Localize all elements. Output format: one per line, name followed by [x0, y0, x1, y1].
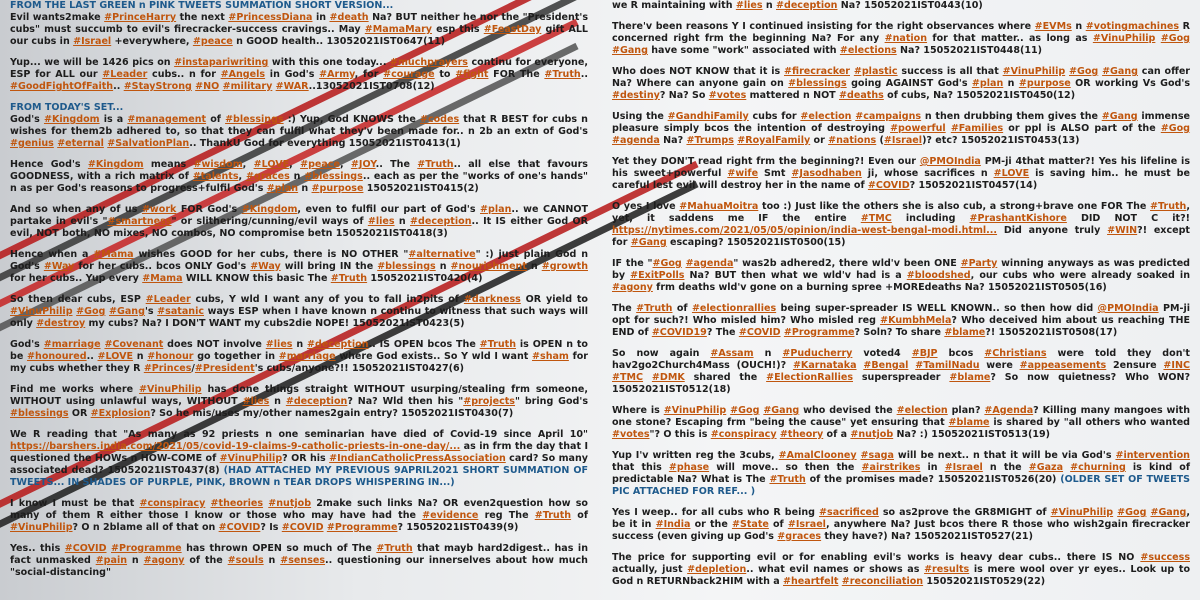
tweet-line: #Gog #Gang's #satanic ways ESP when I have known n continu to witness that such ways will only #destroy my	[10, 306, 589, 329]
tweet-paragraph	[612, 258, 1190, 294]
tweet-line: that on #COVID? Is #COVID #Programme? 15052021IST0439(9)	[176, 522, 519, 533]
tweet-line: #RoyalFamily or #nations (#Israel)? etc? 15052021IST0453(13)	[737, 135, 1080, 146]
tweet-line: #ElectionRallies superspreader #blame? So now quietness? Who WON? 15052021IST0512(18)	[612, 372, 1191, 395]
tweet-paragraph	[612, 66, 1190, 102]
tweet-line: them2b adhered to, so that they can fulfil what they'v been made for.. n 2b an extn of God's #genius #eternal	[10, 126, 588, 149]
tweet-link-line[interactable]: https://barshers.india.com/2021/05/covid-19-claims-9-catholic-priests-in-one-day/... as in frm the day that I	[10, 441, 588, 452]
tweet-paragraph	[10, 384, 588, 420]
tweet-line: PM-ji opt for such?! Who misled him? Who misled reg #KumbhMela? Who deceived him about us reaching THE END	[612, 303, 1190, 338]
tweet-paragraph	[10, 498, 588, 534]
tweet-line: progress+fulfil God's #plan n #purpose 15052021IST0415(2)	[150, 183, 479, 194]
tweet-line: associated dead? 15052021IST0437(8) (HAD ATTACHED MY PREVIOUS 9APRIL2021 SHORT SUMMATION OF	[10, 465, 588, 476]
tweet-line: concerned right frm the beginning Na? For any #nation for that matter.. as long as #VinuPhilip #Gog #Gang	[612, 33, 1190, 56]
tweet-line: #StayStrong #NO #military #WAR..13052021IST0708(12)	[123, 81, 435, 92]
tweet-line: We R reading that "As many as 92 priests n one seminarian have died of Covid-19 since April 10"	[10, 429, 588, 440]
tweet-line: And so when any of us #work FOR God's #Kingdom, even to fulfil our part of God's #plan.. we CANNOT partake in	[10, 204, 588, 227]
tweet-line: There'v been reasons Y I continued insisting for the right observances where #EVMs n #votingmachines R	[612, 21, 1190, 32]
tweet-paragraph	[10, 429, 588, 489]
tweet-line: rich matrix of #talents, #graces n #blessings.. each as per the "works of one's hands" n as per God's reasons to	[10, 171, 588, 194]
tweet-line: #honoured.. #LOVE n #honour go together in #marriage where God exists.. So Y wld I want #sham for my cubs	[10, 351, 589, 374]
tweet-paragraph	[612, 156, 1190, 192]
tweet-line: mixes, NO combos, NO compromise betn 15052021IST0418(3)	[113, 228, 448, 239]
right-column	[612, 0, 1190, 597]
tweet-line: O yes I love #MahuaMoitra too :) Just like the others she is also cub, a strong+brave one FOR The #Truth, yet, it	[612, 201, 1190, 224]
tweet-line: Find me works where #VinuPhilip has done things straight WITHOUT usurping/stealing frm someone, WITHOUT	[10, 384, 588, 407]
tweet-paragraph	[10, 339, 588, 375]
tweet-line: using unlawful ways, WITHOUT #lies n #deception? Na? Wld then his "#projects" bring God's #blessings OR	[10, 396, 588, 419]
tweet-line: saddens me IF the entire #TMC including #PrashantKishore DID NOT C it?!	[668, 213, 1190, 224]
section-heading-today: FROM TODAY'S SET...	[10, 102, 124, 113]
tweet-line: ALL our #Leader cubs.. n for #Angels in God's #Army, for #courage to #fight FOR The #Truth.. #GoodFightOfFaith..	[10, 69, 588, 92]
tweet-line: giving up God's #graces they have?) Na? 15052021IST0527(21)	[690, 531, 1033, 542]
tweet-paragraph	[10, 294, 588, 330]
tweet-paragraph	[612, 507, 1190, 543]
tweet-line: Where is #VinuPhilip #Gog #Gang who devised the #election plan? #Agenda? Killing many mangoes with one	[612, 405, 1191, 428]
tweet-line: with a #heartfelt #reconciliation 15052021IST0529(22)	[746, 576, 1046, 587]
tweet-line: God's #marriage #Covenant does NOT involve #lies n #deception.. IS OPEN bcos The #Truth is OPEN n to be	[10, 339, 588, 362]
tweet-line: The price for supporting evil or for enabling evil's works is heavy dear cubs.. there IS NO #success actually, just	[612, 552, 1190, 575]
tweet-line: #Gang escaping? 15052021IST0500(15)	[630, 237, 846, 248]
left-column	[10, 0, 588, 588]
tweet-line: #SalvationPlan.. ThankU God for everything 15052021IST0413(1)	[107, 138, 461, 149]
tweet-paragraph	[612, 348, 1190, 396]
tweet-line: #Explosion? So he mis/uses my/other names2gain entry? 15052021IST0430(7)	[90, 408, 514, 419]
tweet-line: #votes mattered n NOT #deaths of cubs, Na? 15052021IST0450(12)	[708, 90, 1076, 101]
tweet-line: is #conspiracy #theory of a #nutjob Na? :) 15052021IST0513(19)	[698, 429, 1050, 440]
tweet-paragraph	[10, 204, 588, 240]
tweet-paragraph	[10, 114, 588, 150]
tweet-line: PM-ji 4that matter?! Yes his lifeline is his sweet+powerful #wife Smt #Jasodhaben ji, whose sacrifices n #LOVE is	[612, 156, 1191, 179]
tweet-line: Evil wants2make #PrinceHarry the next #PrincessDiana in #death Na? BUT neither he nor the "President's cubs"	[10, 12, 588, 35]
tweet-line: unmasked #pain n #agony of the #souls n #senses.. questioning our innerselves about how much "social-distancing"	[10, 555, 588, 578]
tweet-line: Who does NOT KNOW that it is #firecracker #plastic success is all that #VinuPhilip #Gog #Gang can offer Na? Where	[612, 66, 1190, 89]
tweet-paragraph	[10, 159, 588, 195]
tweet-line: stone? Escaping frm "being the cause" yet ensuring that #blame is shared by "all others who wanted #votes"? O this	[612, 417, 1191, 440]
tweet-line: So now again #Assam n #Puducherry voted4 #BJP bcos #Christians were told they don't hav2go2Church4Mass	[612, 348, 1190, 371]
section-heading-last-set: FROM THE LAST GREEN n PINK TWEETS SUMMATION SHORT VERSION...	[10, 0, 394, 11]
tweet-line: I know I must be that #conspiracy #theories #nutjob 2make such links Na? OR even2question how so many of them	[10, 498, 588, 521]
tweet-line: (OUCH!)? #Karnataka #Bengal #TamilNadu were #appeasements 2ensure #INC #TMC #DMK shared the	[612, 360, 1190, 383]
tweet-paragraph	[612, 0, 1190, 12]
tweet-line: we R maintaining with #lies n #deception Na? 15052021IST0443(10)	[612, 0, 983, 11]
tweet-paragraph	[612, 552, 1190, 588]
tweet-line: Yup I'v written reg the 3cubs, #AmalClooney #saga will be next.. n that it will be via God's #intervention that this	[612, 450, 1190, 473]
tweet-paragraph	[612, 405, 1190, 441]
tweet-line: #depletion.. what evil names or shows as #results is mere wool over yr eyes.. Look up to God n RETURNback2HIM	[612, 564, 1190, 587]
tweet-line: #India or the #State of #Israel, anywhere Na? Just bcos there R those who wish2gain firecracker success (even	[612, 519, 1190, 542]
tweet-line: #Mama WILL KNOW this basic The #Truth 15052021IST0420(4)	[142, 273, 483, 284]
tweet-paragraph	[612, 201, 1190, 249]
tweet-paragraph	[10, 543, 588, 579]
tweet-line: simply bcos the intention of destroying #powerful #Families or ppl is ALSO part of the #Gog #agenda Na? #Trumps	[612, 123, 1191, 146]
tweet-line: Yet they DON'T read right frm the beginning?! Even our @PMOIndia	[612, 156, 981, 167]
tweet-line: Hence when a #Mama wishes GOOD for her cubs, there is NO OTHER "#alternative" :) just plain God n God's #Way	[10, 249, 589, 272]
tweet-line: #ExitPolls Na? BUT then what we wld'v had is a #bloodshed, our cubs who were already soaked in #agony frm	[612, 270, 1190, 293]
tweet-line: Yes I weep.. for all cubs who R being #sacrificed so as2prove the GR8MIGHT of #VinuPhilip #Gog #Gang, be it in	[612, 507, 1191, 530]
tweet-line: saving him.. he must be careful lest evil will destroy her in the name of #COVID? 15052021IST0457(14)	[612, 168, 1190, 191]
tweet-line: Hence God's #Kingdom means #wisdom, #LOVE, #peace, #JOY.. The #Truth.. all else that favours GOODNESS, with a	[10, 159, 588, 182]
tweet-line: R either those I know or those who may have had the #evidence reg The #Truth of #VinuPhilip? O n 2blame all of	[10, 510, 588, 533]
tweet-line: God's #Kingdom is a #management of #blessings :) Yup, God KNOWS the #codes that R BEST for cubs n wishes for	[10, 114, 588, 137]
tweet-line: TWEETS... IN SHADES OF PURPLE, PINK, BROWN n TEAR DROPS WHISPERING IN...)	[10, 477, 455, 488]
tweet-line: Yup... we will be 1426 pics on #instapariwriting with this one today... #muchprayers continu for everyone, ESP for	[10, 57, 588, 80]
tweet-line: deaths wld'v gone on a burning spree +MOREdeaths Na? 15052021IST0505(16)	[678, 282, 1107, 293]
tweet-line: +everywhere, #peace n GOOD health.. 13052021IST0647(11)	[114, 36, 446, 47]
tweet-line: for her cubs.. bcos ONLY God's #Way will bring IN the #blessings n #nourishment n #growth for her cubs.. Yup every	[10, 261, 588, 284]
tweet-line: must succumb to evil's firecracker-success cravings.. May #MamaMary esp this #FeastDay gift ALL our cubs in #Israel	[10, 24, 589, 47]
tweet-paragraph	[612, 111, 1190, 147]
tweet-line: cubs? Na? I DON'T WANT my cubs2die NOPE! 15052021IST0423(5)	[108, 318, 465, 329]
tweet-line: can anyone gain on #blessings going AGAINST God's #plan n #purpose OR working Vs God's #destiny? Na? So	[612, 78, 1191, 101]
tweet-paragraph	[612, 303, 1190, 339]
tweet-line: have some "work" associated with #elections Na? 15052021IST0448(11)	[651, 45, 1042, 56]
tweet-line: IF the "#Gog #agenda" was2b adhered2, there wld'v been ONE #Party winning anyways as was predicted by	[612, 258, 1191, 281]
tweet-line: So then dear cubs, ESP #Leader cubs, Y wld I want any of you to fall in2pits of #darkness OR yield to #VinuPhilip	[10, 294, 588, 317]
tweet-line: of #COVID19? The #COVID #Programme? Soln? To share #blame?! 15052021IST0508(17)	[637, 327, 1118, 338]
tweet-paragraph	[10, 249, 588, 285]
tweet-line: #Truth of the promises made? 15052021IST0526(20) (OLDER SET OF TWEETS PIC ATTACHED FOR REF... )	[612, 474, 1190, 497]
tweet-line: Yes.. this #COVID #Programme has thrown OPEN so much of The #Truth that mayb hard2digest.. has in fact	[10, 543, 588, 566]
tweet-paragraph	[10, 57, 588, 93]
tweet-paragraph	[612, 450, 1190, 498]
tweet-paragraph	[10, 12, 588, 48]
tweet-line: whether they R #Princes/#President's cubs/anyone?!! 15052021IST0427(6)	[57, 363, 464, 374]
tweet-line: evil's "#smartness" or slithering/cunning/evil ways of #lies n #deception.. It IS either God OR evil, NOT both, NO	[10, 216, 588, 239]
tweet-link-line[interactable]: https://nytimes.com/2021/05/05/opinion/india-west-bengal-modi.html... Did anyone truly #WIN?! except for	[612, 225, 1190, 248]
tweet-line: questioned the HOWs n HOW-COME of #VinuPhilip? OR his #IndianCatholicPressAssociation card? So many	[10, 453, 588, 464]
tweet-line: Using the #GandhiFamily cubs for #election #campaigns n then drubbing them gives the #Gang immense pleasure	[612, 111, 1190, 134]
tweet-line: #phase will move.. so then the #airstrikes in #Israel n the #Gaza #churning is kind of predictable Na? What is The	[612, 462, 1191, 485]
tweet-paragraph	[612, 21, 1190, 57]
tweet-line: The #Truth of #electionrallies being super-spreader IS WELL KNOWN.. so then how did @PMOIndia	[612, 303, 1159, 314]
